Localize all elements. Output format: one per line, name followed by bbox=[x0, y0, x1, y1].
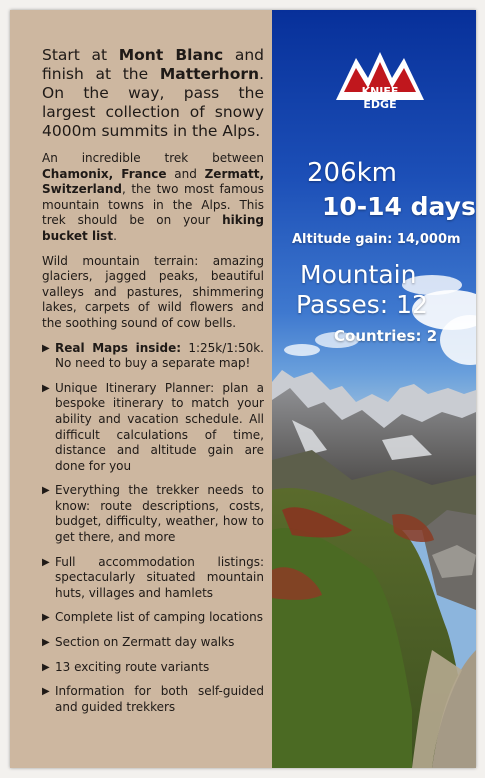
mont-blanc-bold: Mont Blanc bbox=[118, 46, 224, 64]
feature-text: Full accommodation listings: spectacularly situated mountain huts, villages and hamlets bbox=[55, 554, 264, 600]
chamonix-bold: Chamonix, France bbox=[42, 166, 167, 181]
feature-bold: Real Maps inside: bbox=[55, 340, 182, 355]
logo-line2: EDGE bbox=[363, 98, 397, 111]
feature-item-guided bbox=[42, 684, 264, 715]
feature-item-camping bbox=[42, 610, 264, 626]
bullet-arrow-icon: ▶ bbox=[42, 686, 50, 698]
photo-panel bbox=[272, 10, 476, 768]
feature-item-variants bbox=[42, 660, 264, 676]
feature-item-day-walks bbox=[42, 635, 264, 651]
trek-description bbox=[42, 151, 264, 245]
intro-text-part: and finish at the bbox=[42, 46, 264, 83]
feature-text: Complete list of camping locations bbox=[55, 610, 263, 625]
stat-passes-line1: Mountain bbox=[300, 260, 417, 289]
feature-item-accommodation bbox=[42, 555, 264, 602]
feature-text: Everything the trekker needs to know: route descriptions, costs, budget, difficulty, weather, how to get there, and more bbox=[55, 483, 264, 545]
bullet-arrow-icon: ▶ bbox=[42, 485, 50, 497]
feature-item-planner bbox=[42, 381, 264, 475]
knife-edge-logo bbox=[334, 50, 426, 120]
feature-text: 1:25k/1:50k. No need to buy a separate map! bbox=[55, 340, 265, 371]
description-part: and bbox=[166, 166, 205, 181]
bullet-arrow-icon: ▶ bbox=[42, 612, 50, 624]
stat-countries: Countries: 2 bbox=[334, 327, 438, 345]
feature-text: Information for both self-guided and guided trekkers bbox=[55, 684, 264, 714]
feature-list bbox=[42, 341, 264, 716]
matterhorn-bold: Matterhorn bbox=[159, 65, 260, 83]
mountain-photo bbox=[272, 10, 476, 768]
description-part: . bbox=[113, 228, 117, 243]
intro-text-part: Start at bbox=[42, 46, 119, 64]
intro-text-part: . On the way, pass the largest collection of snowy 4000m summits in the Alps. bbox=[42, 65, 264, 140]
bucket-list-bold: hiking bucket list bbox=[42, 213, 264, 243]
terrain-description: Wild mountain terrain: amazing glaciers, jagged peaks, beautiful valleys and pastures, shimmering lakes, carpets of wild flowers and the soothing sound of cow bells. bbox=[42, 253, 264, 330]
feature-text: Unique Itinerary Planner: plan a bespoke itinerary to match your ability and vacation schedule. All difficult calculations of time, distance and altitude gain are done for you bbox=[55, 380, 264, 473]
description-part: , the two most famous mountain towns in the Alps. This trek should be on your bbox=[42, 182, 264, 228]
bullet-arrow-icon: ▶ bbox=[42, 661, 50, 673]
description-panel bbox=[10, 10, 272, 768]
stat-days: 10-14 days bbox=[322, 192, 476, 221]
intro-text bbox=[42, 46, 264, 141]
bullet-arrow-icon: ▶ bbox=[42, 637, 50, 649]
bullet-arrow-icon: ▶ bbox=[42, 556, 50, 568]
zermatt-bold: Zermatt, Switzerland bbox=[42, 166, 264, 197]
stat-distance: 206km bbox=[307, 158, 398, 188]
bullet-arrow-icon: ▶ bbox=[42, 342, 50, 354]
stat-altitude: Altitude gain: 14,000m bbox=[292, 232, 461, 247]
book-back-cover bbox=[10, 10, 476, 768]
feature-text: Section on Zermatt day walks bbox=[55, 635, 235, 650]
stat-passes-line2: Passes: 12 bbox=[296, 290, 428, 319]
feature-item-info bbox=[42, 483, 264, 545]
description-part: An incredible trek between bbox=[42, 151, 264, 165]
logo-line1: KNIFE bbox=[361, 85, 399, 98]
feature-text: 13 exciting route variants bbox=[55, 659, 210, 674]
feature-item-maps bbox=[42, 341, 264, 372]
bullet-arrow-icon: ▶ bbox=[42, 382, 50, 394]
